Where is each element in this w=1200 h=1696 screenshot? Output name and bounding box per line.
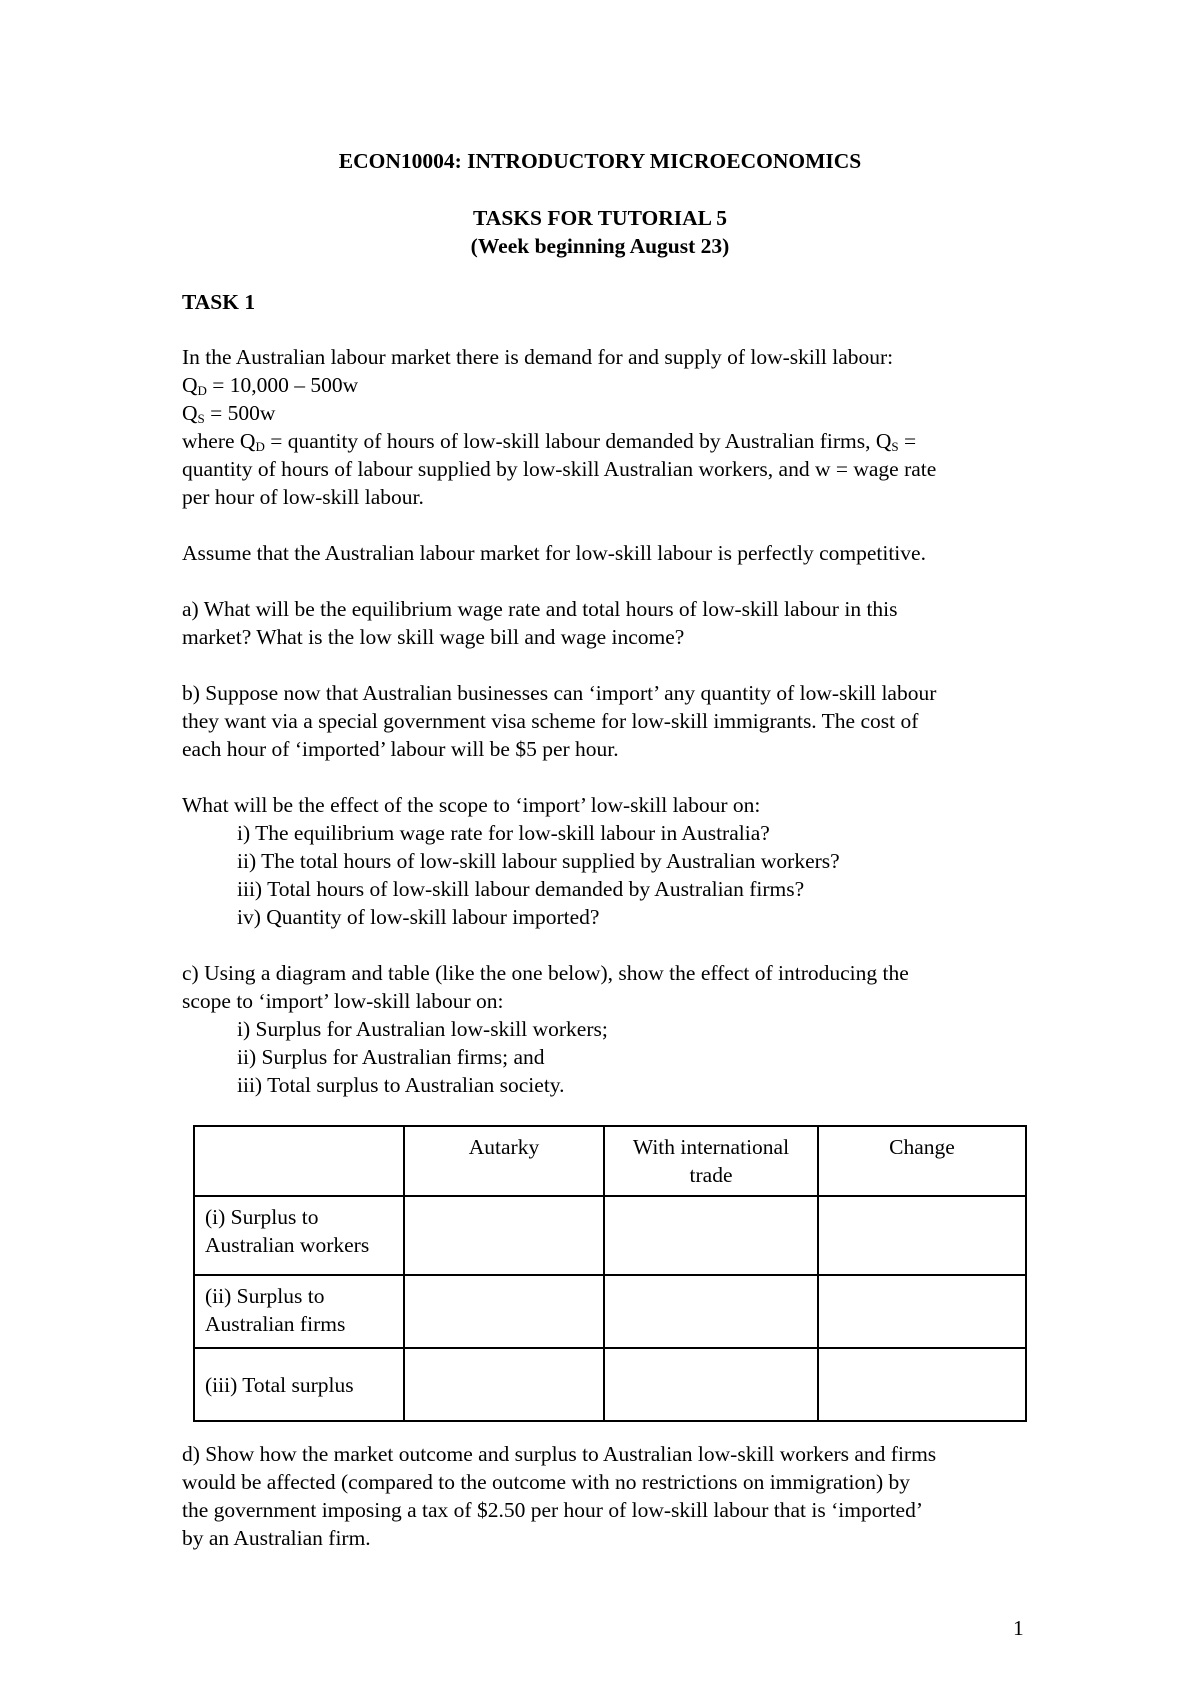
week-note: (Week beginning August 23) [470, 234, 730, 258]
question-c-line-2: scope to ‘import’ low-skill labour on: [182, 989, 504, 1013]
question-b-line-3: each hour of ‘imported’ labour will be $5 per hour. [182, 737, 619, 761]
table-row [194, 1348, 1026, 1421]
question-d-line-1: d) Show how the market outcome and surplus to Australian low-skill workers and firms [182, 1442, 937, 1466]
question-c-item: i) Surplus for Australian low-skill workers; [237, 1017, 608, 1041]
table-cell [604, 1196, 818, 1275]
question-b-line-2: they want via a special government visa scheme for low-skill immigrants. The cost of [182, 709, 919, 733]
question-b-prompt: What will be the effect of the scope to ‘import’ low-skill labour on: [182, 793, 761, 817]
table-cell [404, 1196, 604, 1275]
table-cell [604, 1275, 818, 1348]
supply-rhs: = 500w [204, 401, 276, 425]
table-header-row [194, 1126, 1026, 1196]
question-c-item: iii) Total surplus to Australian society. [237, 1073, 565, 1097]
table-cell [604, 1348, 818, 1421]
supply-var: Q [182, 401, 198, 425]
row-label: (iii) Total surplus [194, 1348, 404, 1421]
question-b-item: iv) Quantity of low-skill labour imported? [237, 905, 600, 929]
question-d-line-3: the government imposing a tax of $2.50 per hour of low-skill labour that is ‘imported’ [182, 1498, 924, 1522]
where-line-3: per hour of low-skill labour. [182, 485, 424, 509]
table-cell [818, 1196, 1026, 1275]
demand-var: Q [182, 373, 198, 397]
where-b: = quantity of hours of low-skill labour demanded by Australian firms, Q [264, 429, 892, 453]
table-header-cell: With international trade [604, 1126, 818, 1196]
where-a: where Q [182, 429, 256, 453]
assumption: Assume that the Australian labour market for low-skill labour is perfectly competitive. [182, 541, 926, 565]
page-number: 1 [1013, 1616, 1024, 1640]
question-a-line-2: market? What is the low skill wage bill and wage income? [182, 625, 685, 649]
tutorial-title: TASKS FOR TUTORIAL 5 [473, 206, 727, 230]
table-header-cell: Autarky [404, 1126, 604, 1196]
row-label: (ii) Surplus to Australian firms [194, 1275, 404, 1348]
question-a-line-1: a) What will be the equilibrium wage rate and total hours of low-skill labour in this [182, 597, 898, 621]
question-c-item: ii) Surplus for Australian firms; and [237, 1045, 545, 1069]
where-sub-s: S [891, 439, 899, 454]
table-cell [818, 1348, 1026, 1421]
demand-rhs: = 10,000 – 500w [206, 373, 359, 397]
task-intro: In the Australian labour market there is demand for and supply of low-skill labour: [182, 345, 894, 369]
question-c-line-1: c) Using a diagram and table (like the one below), show the effect of introducing the [182, 961, 909, 985]
demand-sub: D [197, 383, 207, 398]
question-b-item: ii) The total hours of low-skill labour supplied by Australian workers? [237, 849, 840, 873]
table-cell [404, 1275, 604, 1348]
table-header-cell [194, 1126, 404, 1196]
question-b-line-1: b) Suppose now that Australian businesses can ‘import’ any quantity of low-skill labour [182, 681, 937, 705]
table-header-cell: Change [818, 1126, 1026, 1196]
surplus-table [193, 1125, 1027, 1422]
where-sub-d: D [255, 439, 265, 454]
table-cell [818, 1275, 1026, 1348]
table-cell [404, 1348, 604, 1421]
where-c: = [898, 429, 917, 453]
table-row [194, 1275, 1026, 1348]
where-line-2: quantity of hours of labour supplied by low-skill Australian workers, and w = wage rate [182, 457, 937, 481]
supply-sub: S [197, 411, 205, 426]
question-b-item: iii) Total hours of low-skill labour demanded by Australian firms? [237, 877, 805, 901]
task-heading: TASK 1 [182, 290, 256, 314]
question-d-line-2: would be affected (compared to the outcome with no restrictions on immigration) by [182, 1470, 911, 1494]
question-d-line-4: by an Australian firm. [182, 1526, 371, 1550]
course-title: ECON10004: INTRODUCTORY MICROECONOMICS [338, 149, 862, 173]
table-row [194, 1196, 1026, 1275]
question-b-item: i) The equilibrium wage rate for low-skill labour in Australia? [237, 821, 770, 845]
row-label: (i) Surplus to Australian workers [194, 1196, 404, 1275]
